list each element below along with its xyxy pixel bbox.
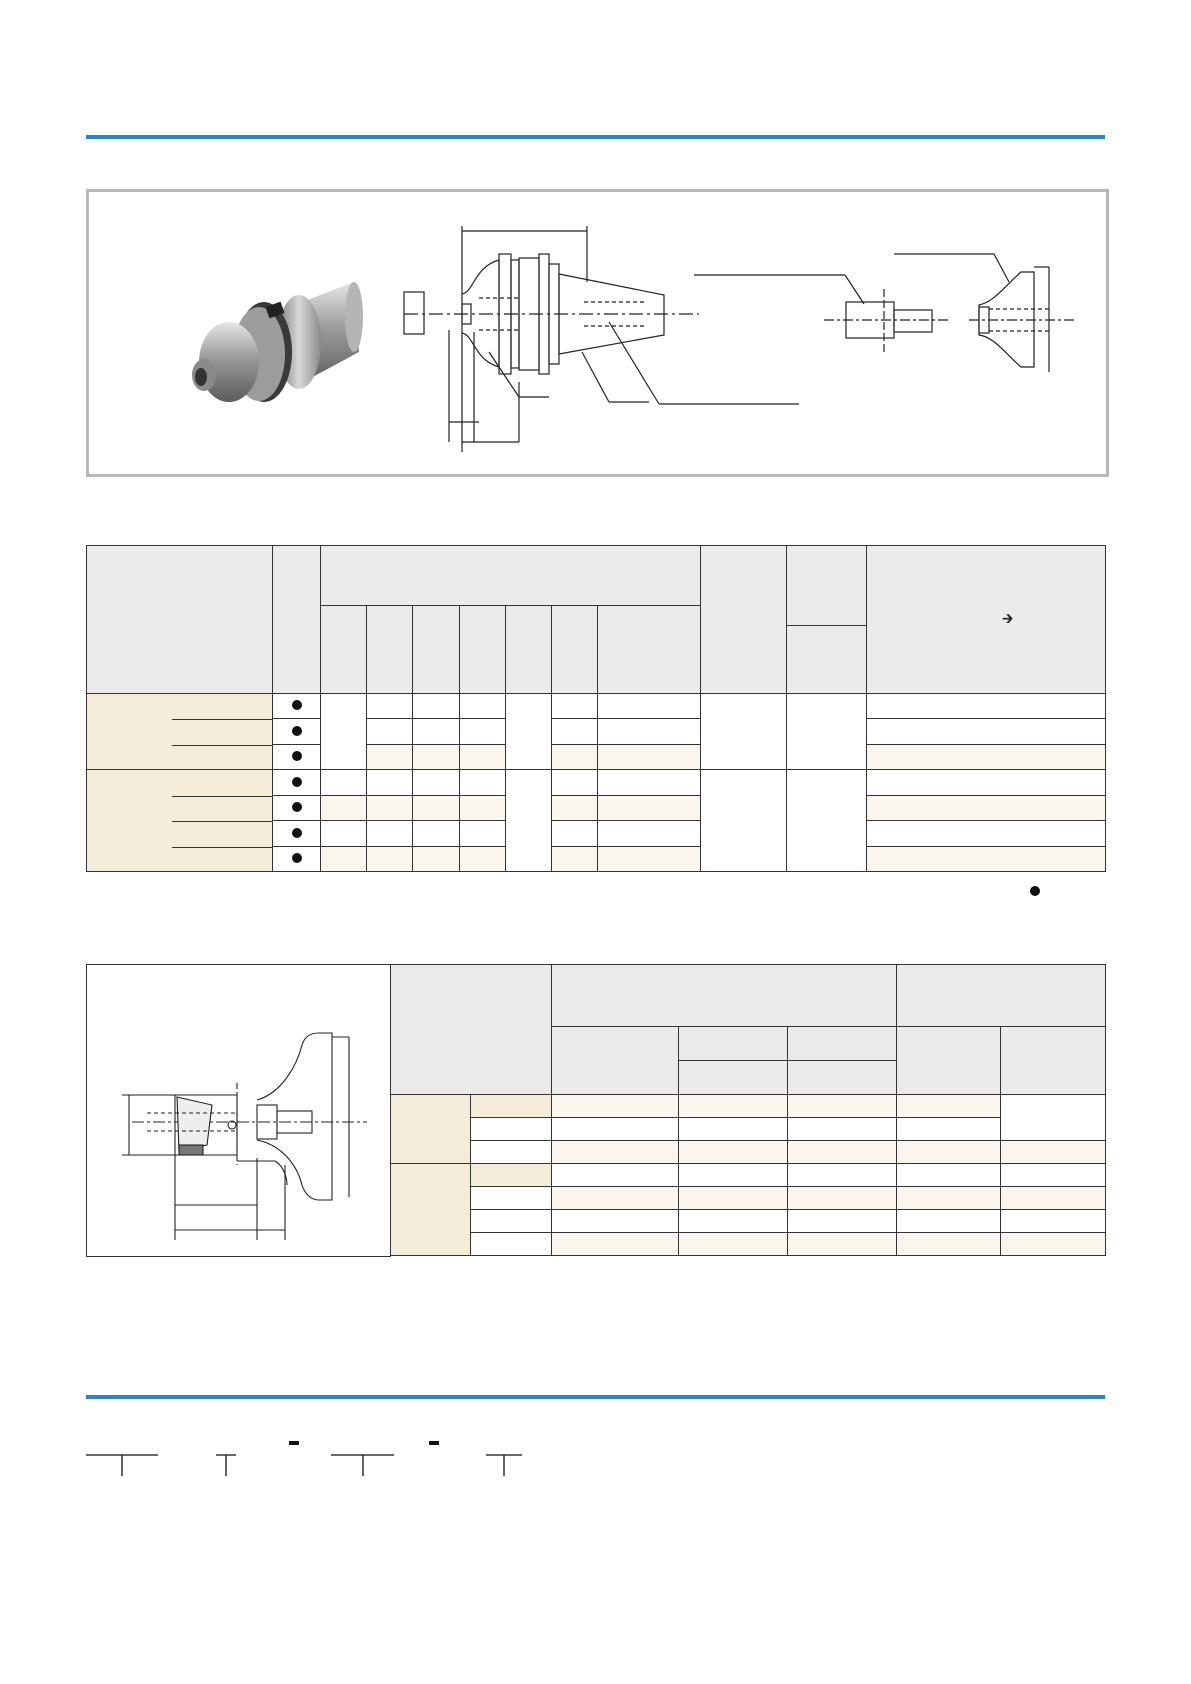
table-row: [391, 1164, 1106, 1187]
tool-holder-photo: [192, 282, 363, 402]
t2-header-group-b: [897, 965, 1106, 1027]
table-row: [391, 1187, 1106, 1210]
table-row: [391, 1118, 1106, 1141]
table-row: [391, 1210, 1106, 1233]
right-arrow-icon: 🡲: [1002, 609, 1014, 626]
stock-dot-icon: [292, 802, 302, 812]
t2-model-group-2: [391, 1164, 471, 1256]
divider: [172, 719, 272, 720]
divider: [172, 821, 272, 822]
spec-table-1: [86, 545, 1106, 872]
header-stock: [273, 546, 321, 694]
stock-dot-icon: [292, 700, 302, 710]
legend-dot-icon: [1030, 886, 1040, 896]
insert-diagram-box: [86, 964, 391, 1257]
table-row: [391, 1095, 1106, 1118]
table-row: [391, 1141, 1106, 1164]
stock-dot-icon: [292, 828, 302, 838]
header-col-10: [787, 546, 867, 626]
table-row: [87, 694, 1106, 719]
model-group-1: [87, 694, 273, 770]
spec-table-2: [390, 964, 1106, 1256]
header-parts: [867, 546, 1106, 694]
t2-header-group-a: [552, 965, 897, 1027]
figure-box: [86, 189, 1109, 477]
section-rule: [86, 1395, 1105, 1399]
divider: [172, 796, 272, 797]
table-row: [391, 1233, 1106, 1256]
header-model: [87, 546, 273, 694]
divider: [172, 847, 272, 848]
top-rule: [86, 135, 1105, 139]
tool-holder-figure: [89, 192, 1106, 474]
right-parts-drawing: [694, 254, 1074, 372]
t2-header-model: [391, 965, 552, 1095]
t2-model-group-1: [391, 1095, 471, 1164]
divider: [172, 745, 272, 746]
stock-dot-icon: [292, 853, 302, 863]
stock-dot-icon: [292, 726, 302, 736]
holder-section-drawing: [404, 226, 799, 452]
order-code-diagram: [86, 1425, 546, 1485]
stock-dot-icon: [292, 777, 302, 787]
insert-section-drawing: [87, 965, 390, 1256]
table-row: [87, 770, 1106, 796]
stock-dot-icon: [292, 751, 302, 761]
header-col-9: [701, 546, 787, 694]
header-dimensions: [321, 546, 701, 606]
